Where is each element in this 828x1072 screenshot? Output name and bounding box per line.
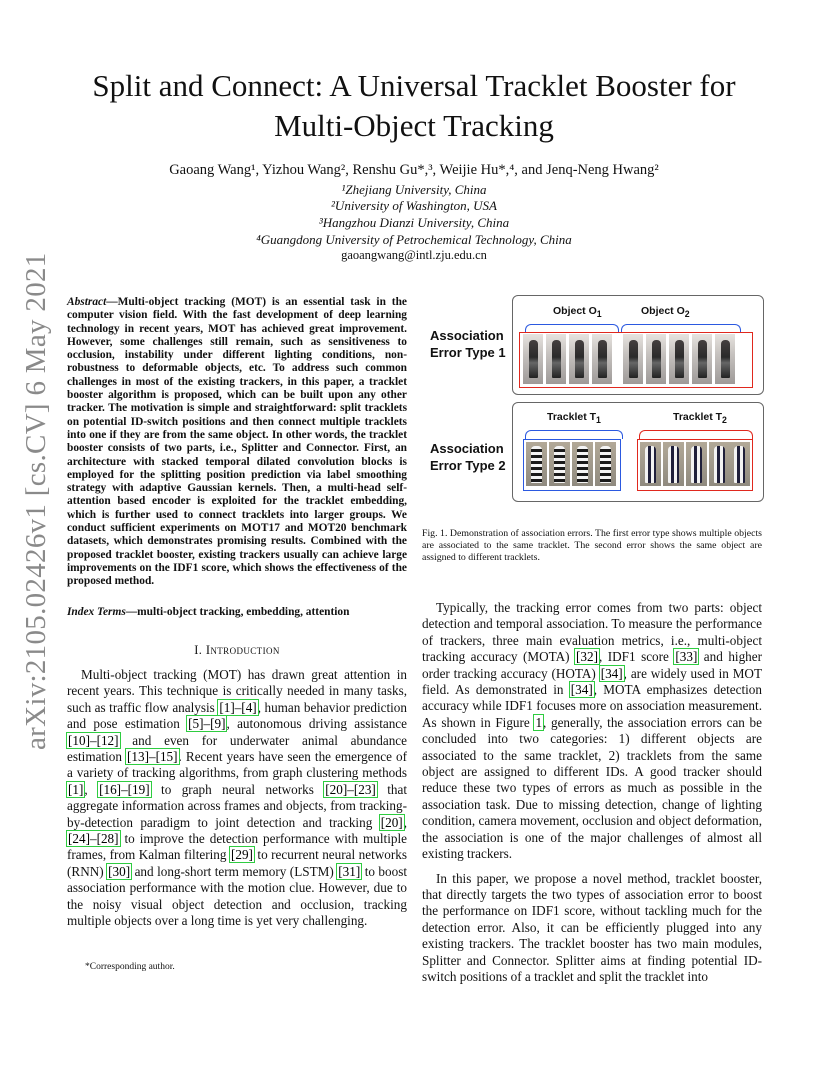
index-terms-label: Index Terms (67, 606, 126, 618)
object-2-label: Object $O_2$ (641, 305, 690, 320)
footnote: *Corresponding author. (85, 962, 175, 972)
citation-link[interactable]: [33] (675, 649, 698, 665)
affiliation-1: ¹Zhejiang University, China (341, 182, 487, 197)
title-line-2: Multi-Object Tracking (274, 108, 554, 143)
object-1-label: Object $O_1$ (553, 305, 602, 320)
abstract-text: —Multi-object tracking (MOT) is an essential task in the computer vision field. With the fast development of deep learning technology in recent years, MOT has achieved great improvement. However, some challenges still remain, such as sensitiveness to occlusion, instability under different lighting conditions, non-robustness to deformable objects, etc. To address such common challenges in most of the existing trackers, in this paper, a tracklet booster algorithm is proposed, which can be built upon any other tracker. The motivation is simple and straightforward: split tracklets on potential ID-switch positions and then connect multiple tracklets into one if they are from the same object. In other words, the tracklet booster consists of two parts, i.e., Splitter and Connector. First, an architecture with stacked temporal dilated convolution blocks is employed for the splitting position prediction via label smoothing strategy with adaptive Gaussian kernels. Then, a multi-head self-attention based encoder is exploited for the tracklet embedding, which is further used to connect tracklets into larger groups. We conduct sufficient experiments on MOT17 and MOT20 benchmark datasets, which demonstrates promising results. Combined with the proposed tracklet booster, existing trackers usually can achieve large improvements on the IDF1 score, which shows the effectiveness of the proposed method. (67, 296, 407, 588)
person-crop (569, 334, 589, 384)
author-email: gaoangwang@intl.zju.edu.cn (341, 248, 487, 262)
person-crop (623, 334, 643, 384)
affiliation-2: ²University of Washington, USA (331, 198, 497, 213)
citation-link[interactable]: [1] (68, 781, 84, 797)
citation-link[interactable]: [30] (108, 863, 131, 879)
citation-link[interactable]: [24]–[28] (68, 831, 119, 847)
intro-paragraph-3: In this paper, we propose a novel method, tracklet booster, that directly targets the two types of association error to boost the performance on IDF1 score, without tackling much for the detection error. Also, it can be efficiently plugged into any existing trackers. The tracklet booster has two main modules, Splitter and Connector. Splitter aims at finding potential ID-switch positions of a tracklet and split the tracklet into (422, 870, 762, 984)
tracklet-1-label: Tracklet $T_1$ (547, 411, 601, 426)
citation-link[interactable]: [5]–[9] (188, 716, 226, 732)
affiliation-3: ³Hangzhou Dianzi University, China (318, 215, 510, 230)
fig-row2-label: Association Error Type 2 (430, 441, 506, 473)
person-crop (640, 442, 661, 486)
person-crop (729, 442, 750, 486)
abstract (67, 296, 407, 589)
fig-panel-error-type-2 (512, 402, 764, 502)
tracklet-2-label: Tracklet $T_2$ (673, 411, 727, 426)
index-terms (67, 606, 407, 618)
abstract-label: Abstract (67, 296, 107, 308)
citation-link[interactable]: [16]–[19] (99, 781, 150, 797)
person-crop (595, 442, 616, 486)
citation-link[interactable]: [34] (600, 665, 623, 681)
citation-link[interactable]: [34] (570, 682, 593, 698)
citation-link[interactable]: [20] (380, 814, 403, 830)
person-crop (592, 334, 612, 384)
paper-title (0, 66, 828, 146)
person-crop (709, 442, 730, 486)
person-crop (572, 442, 593, 486)
arxiv-stamp: arXiv:2105.02426v1 [cs.CV] 6 May 2021 (20, 252, 52, 750)
figure-ref-link[interactable]: 1 (535, 714, 543, 730)
tracklet-2-brace (639, 430, 753, 439)
citation-link[interactable]: [1]–[4] (219, 699, 257, 715)
citation-link[interactable]: [13]–[15] (127, 749, 178, 765)
section-heading: I. Introduction (194, 643, 280, 657)
title-line-1: Split and Connect: A Universal Tracklet Booster for (92, 68, 736, 103)
person-crop (546, 334, 566, 384)
intro-left-column (67, 667, 407, 930)
citation-link[interactable]: [20]–[23] (325, 781, 376, 797)
person-crop (523, 334, 543, 384)
citation-link[interactable]: [10]–[12] (68, 732, 119, 748)
citation-link[interactable]: [31] (338, 863, 361, 879)
person-crop (646, 334, 666, 384)
index-terms-text: —multi-object tracking, embedding, attention (125, 606, 350, 618)
affiliation-4: ⁴Guangdong University of Petrochemical Technology, China (256, 232, 572, 247)
fig-panel-error-type-1 (512, 295, 764, 395)
intro-paragraph-1: Multi-object tracking (MOT) has drawn great attention in recent years. This technique is critically needed in many tasks, such as traffic flow analysis [1]–[4], human behavior prediction and pose estimation [5]–[9], autonomous driving assistance [10]–[12] and even for underwater animal abundance estimation [13]–[15]. Recent years have seen the emergence of a variety of tracking algorithms, from graph clustering methods [1], [16]–[19] to graph neural networks [20]–[23] that aggregate information across frames and objects, from tracking-by-detection paradigm to joint detection and tracking [20], [24]–[28] to improve the detection performance with multiple frames, from Kalman filtering [29] to recurrent neural networks (RNN) [30] and long-short term memory (LSTM) [31] to boost association performance with the motion clue. However, due to the noisy visual object detection and occlusion, tracking multiple objects over a long time is yet very challenging. (67, 667, 408, 929)
figure-caption: Fig. 1. Demonstration of association errors. The first error type shows multiple objects are associated to the same tracklet. The second error shows the same object are assigned to different tracklets. (422, 528, 762, 563)
intro-paragraph-2: Typically, the tracking error comes from two parts: object detection and temporal association. To measure the performance of trackers, three main evaluation metrics, i.e., multi-object tracking accuracy (MOTA) [32], IDF1 score [33] and higher order tracking accuracy (HOTA) [34], are widely used in MOT field. As demonstrated in [34], MOTA emphasizes detection accuracy while IDF1 focuses more on association measurement. As shown in Figure 1, generally, the association errors can be concluded into two categories: 1) different objects are associated to the same tracklet, 2) tracklets from the same object are assigned to different IDs. A good tracker should reduce these two types of errors as much as possible in the association task. Due to missing detection, change of lighting condition, camera movement, occlusion and object deformation, the association is one of the major challenges of almost all existing trackers. (422, 600, 763, 862)
intro-right-column (422, 600, 762, 985)
person-crop (692, 334, 712, 384)
citation-link[interactable]: [32] (576, 649, 598, 665)
person-crop (526, 442, 547, 486)
person-crop (663, 442, 684, 486)
fig-row1-label: Association Error Type 1 (430, 328, 506, 360)
person-crop (549, 442, 570, 486)
author-list: Gaoang Wang¹, Yizhou Wang², Renshu Gu*,³, Weijie Hu*,⁴, and Jenq-Neng Hwang² (169, 162, 659, 178)
person-crop (686, 442, 707, 486)
person-crop (669, 334, 689, 384)
citation-link[interactable]: [29] (230, 847, 253, 863)
tracklet-1-brace (525, 430, 623, 439)
person-crop (715, 334, 735, 384)
